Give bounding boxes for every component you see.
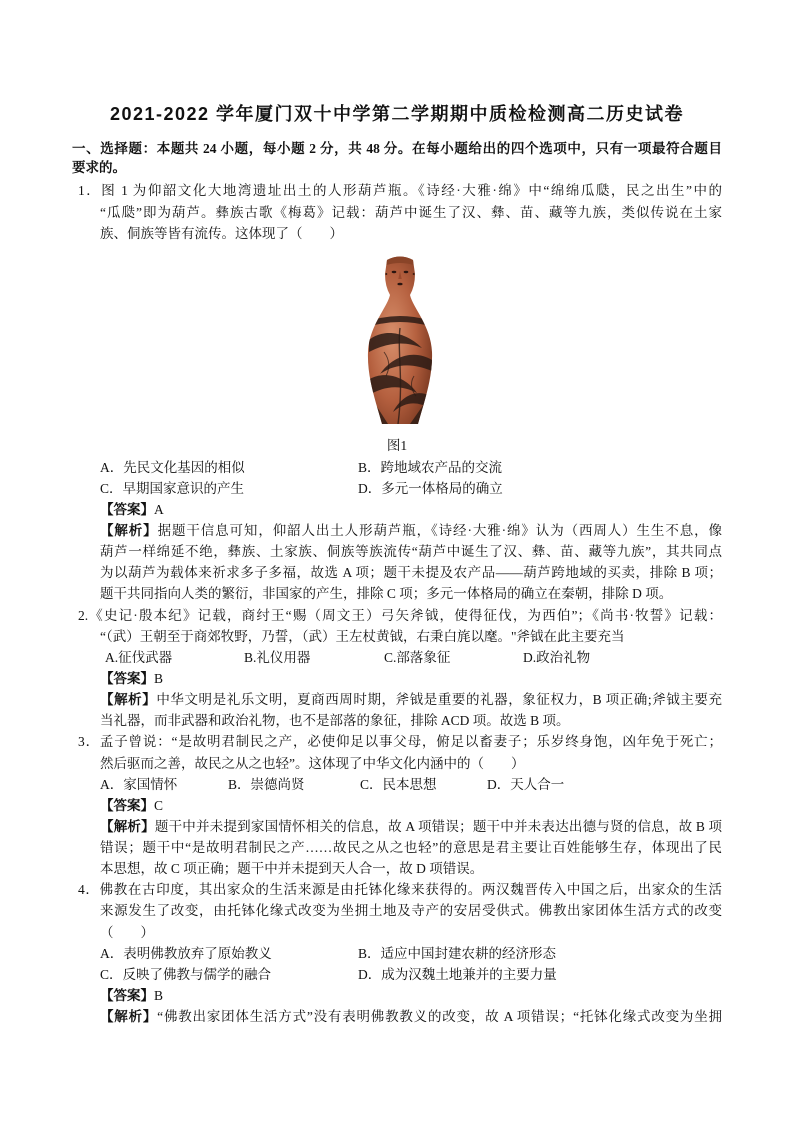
analysis-label: 【解析】 <box>100 1009 158 1025</box>
q1-option-b: B．跨地域农产品的交流 <box>358 459 503 475</box>
q2-option-c: C.部落象征 <box>384 649 451 665</box>
q3-analysis-text-1: 题干中并未提到家国情怀相关的信息，故 A 项错误；题干中并未表达出德与贤的信息，故 B 项 <box>154 818 722 834</box>
q1-analysis-line-1 <box>100 520 722 541</box>
q4-stem-line-3: （ ） <box>100 924 154 940</box>
answer-label: 【答案】 <box>100 988 154 1004</box>
q4-answer <box>100 985 722 1006</box>
q3-option-a: A．家国情怀 <box>100 776 178 792</box>
vase-right-eye <box>404 271 409 273</box>
vase-right-ear <box>413 273 415 275</box>
q3-stem-line-1: 3．孟子曾说：“是故明君制民之产，必使仰足以事父母，俯足以畜妻子；乐岁终身饱，凶年免于死亡； <box>78 734 722 750</box>
q1-option-c: C．早期国家意识的产生 <box>100 480 245 496</box>
q4-analysis-text-1: “佛教出家团体生活方式”没有表明佛教教义的改变，故 A 项错误；“托钵化缘式改变为坐拥 <box>157 1009 722 1025</box>
q2-answer-value: B <box>154 670 164 686</box>
q3-stem-line-2: 然后驱而之善，故民之从之也轻”。这体现了中华文化内涵中的（ ） <box>100 755 525 771</box>
q3-analysis-line-2: 错误；题干中“是故明君制民之产……故民之从之也轻”的意思是君主要让百姓能够生存，体现出了民 <box>100 840 722 856</box>
gourd-vase-image <box>360 252 440 432</box>
section-heading <box>72 140 722 177</box>
q1-answer <box>100 499 722 520</box>
q2-option-a: A.征伐武器 <box>105 649 173 665</box>
answer-label: 【答案】 <box>100 501 154 517</box>
question-1-stem <box>0 180 794 243</box>
q1-analysis-line-4: 题干共同指向人类的繁衍，非国家的产生，排除 C 项；多元一体格局的确立在秦朝，排除 D 项。 <box>100 586 673 602</box>
q1-analysis-line-2: 葫芦一样绵延不绝，彝族、土家族、侗族等族流传“葫芦中诞生了汉、彝、苗、藏等九族”，其共同点 <box>100 544 722 560</box>
q4-answer-value: B <box>154 988 164 1004</box>
exam-body-flow <box>0 435 794 1027</box>
answer-label: 【答案】 <box>100 670 154 686</box>
answer-label: 【答案】 <box>100 797 154 813</box>
q1-analysis-text-1: 据题干信息可知，仰韶人出土人形葫芦瓶，《诗经·大雅·绵》认为（西周人）生生不息，像 <box>157 522 722 538</box>
section-heading-line-1: 一、选择题：本题共 24 小题，每小题 2 分，共 48 分。在每小题给出的四个选项中，只有一项最符合题目 <box>72 141 722 156</box>
q2-option-d: D.政治礼物 <box>523 649 591 665</box>
vase-mouth <box>397 283 402 286</box>
q2-stem-line-2: “（武）王朝至于商郊牧野，乃誓，（武）王左杖黄钺，右秉白旄以麾。"斧钺在此主要充当 <box>100 628 625 644</box>
q1-stem-line-3: 族、侗族等皆有流传。这体现了（ ） <box>100 225 343 241</box>
q1-analysis-line-3: 为以葫芦为载体来祈求多子多福，故选 A 项；题干未提及农产品——葫芦跨地域的买卖，排除 B 项； <box>100 565 722 581</box>
q1-stem-line-1: 1．图 1 为仰韶文化大地湾遗址出土的人形葫芦瓶。《诗经·大雅·绵》中“绵绵瓜瓞，民之出生”中的 <box>78 183 722 199</box>
q1-option-d: D．多元一体格局的确立 <box>358 480 503 496</box>
vase-left-ear <box>385 273 387 275</box>
q4-option-c: C．反映了佛教与儒学的融合 <box>100 966 272 982</box>
q2-option-b: B.礼仪用器 <box>244 649 311 665</box>
q2-analysis-line-1 <box>100 689 722 710</box>
analysis-label: 【解析】 <box>100 522 158 538</box>
q2-analysis-text-1: 中华文明是礼乐文明，夏商西周时期，斧钺是重要的礼器，象征权力，B 项正确;斧钺主要充 <box>156 692 722 708</box>
q4-stem-line-1: 4．佛教在古印度，其出家众的生活来源是由托钵化缘来获得的。两汉魏晋传入中国之后，出家众的生活 <box>78 882 722 898</box>
section-heading-line-2: 要求的。 <box>72 159 126 175</box>
q2-answer <box>100 668 722 689</box>
q3-options-row <box>0 774 794 795</box>
vase-left-eye <box>392 271 397 273</box>
q1-options-row-2 <box>0 478 794 499</box>
q4-analysis-line-1 <box>100 1006 722 1027</box>
q4-options-row-2 <box>0 964 794 985</box>
q3-analysis-line-3: 本思想，故 C 项正确；题干中并未提到天人合一，故 D 项错误。 <box>100 861 484 877</box>
q4-option-b: B．适应中国封建农耕的经济形态 <box>358 945 557 961</box>
q3-option-c: C．民本思想 <box>360 776 437 792</box>
analysis-label: 【解析】 <box>100 818 155 834</box>
q1-options-row-1 <box>0 457 794 478</box>
q2-options-row <box>0 647 794 668</box>
exam-title: 2021-2022 学年厦门双十中学第二学期期中质检检测高二历史试卷 <box>109 104 685 124</box>
q1-stem-line-2: “瓜瓞”即为葫芦。彝族古歌《梅葛》记载：葫芦中诞生了汉、彝、苗、藏等九族，类似传说在土家 <box>100 204 722 220</box>
q4-option-d: D．成为汉魏土地兼并的主要力量 <box>358 966 557 982</box>
q3-answer <box>100 795 722 816</box>
q3-analysis-line-1 <box>100 816 722 837</box>
q2-analysis-line-2: 当礼器，而非武器和政治礼物，也不是部落的象征，排除 ACD 项。故选 B 项。 <box>100 713 570 729</box>
q4-stem-line-2: 来源发生了改变，由托钵化缘式改变为坐拥土地及寺产的安居受供式。佛教出家团体生活方式的改变 <box>100 903 722 919</box>
q1-option-a: A．先民文化基因的相似 <box>100 459 245 475</box>
q1-answer-value: A <box>154 501 164 517</box>
analysis-label: 【解析】 <box>100 692 157 708</box>
q2-stem-line-1: 2.《史记·殷本纪》记载，商纣王“赐（周文王）弓矢斧钺，使得征伐，为西伯”；《尚书·牧誓》记载： <box>78 607 722 623</box>
q3-option-d: D．天人合一 <box>487 776 565 792</box>
q3-option-b: B．崇德尚贤 <box>228 776 305 792</box>
q4-option-a: A．表明佛教放弃了原始教义 <box>100 945 272 961</box>
q3-answer-value: C <box>154 797 164 813</box>
figure-1-caption: 图1 <box>386 438 408 454</box>
q4-options-row-1 <box>0 943 794 964</box>
